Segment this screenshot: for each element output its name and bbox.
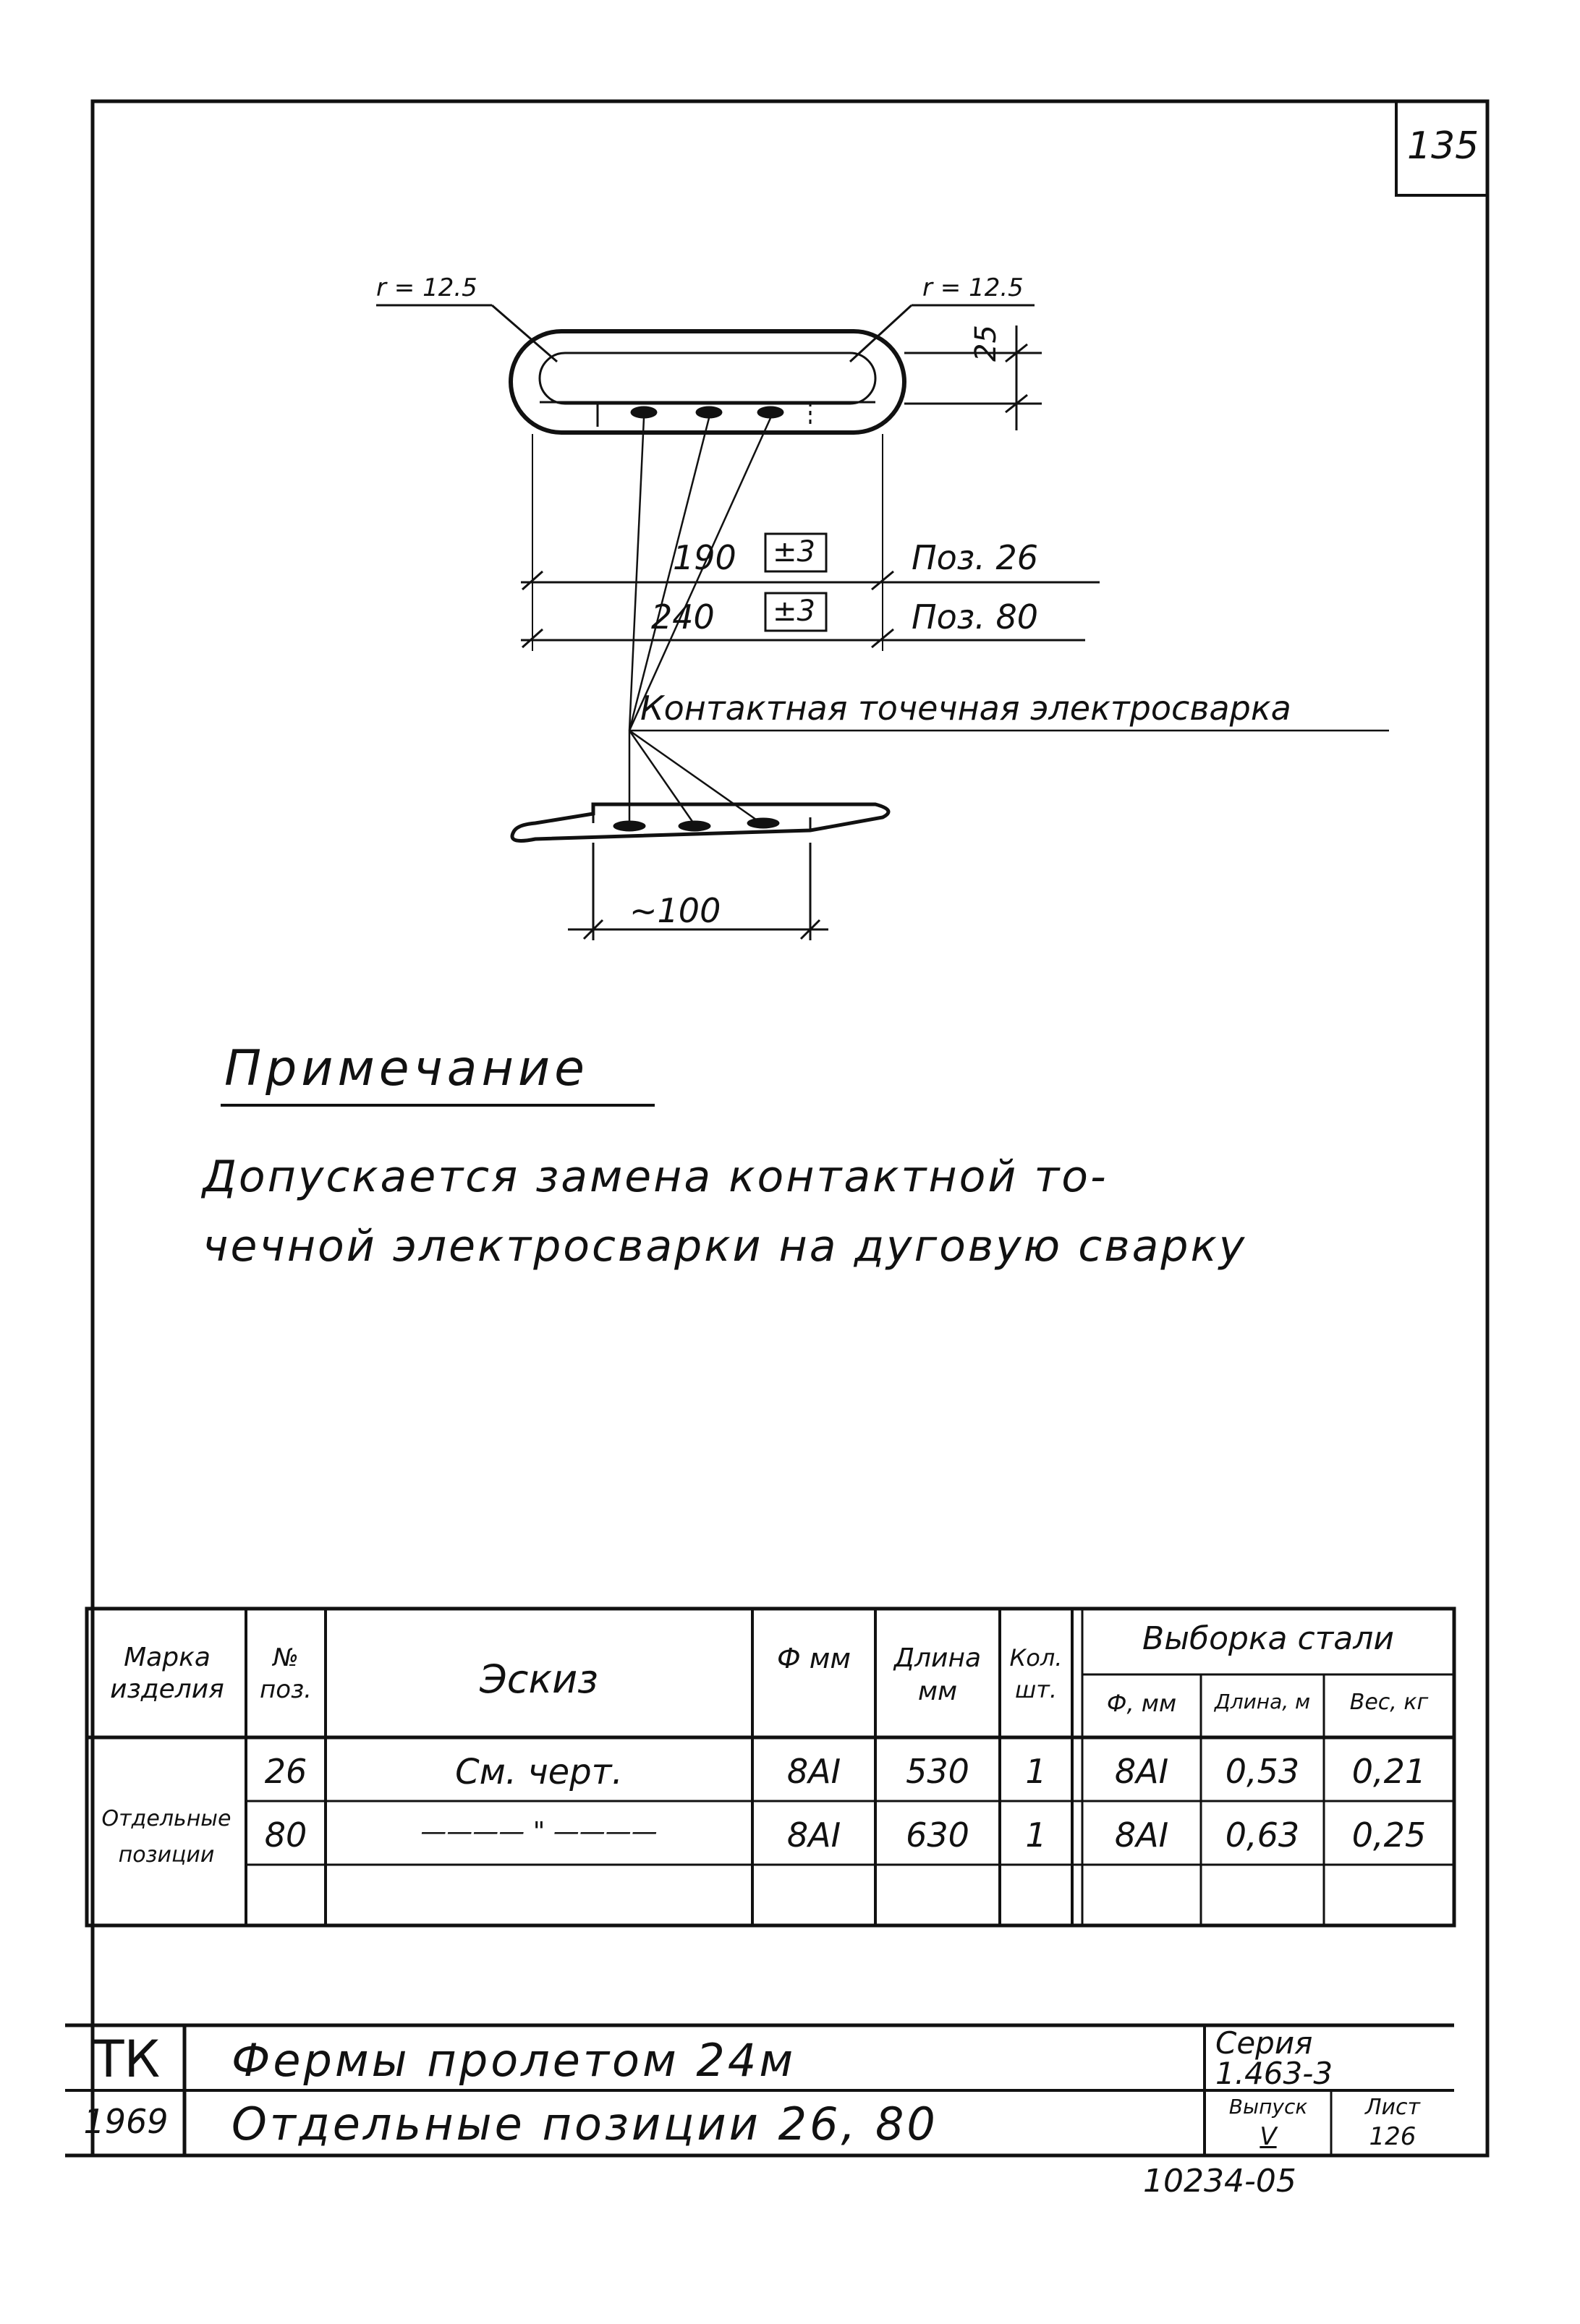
header-quantity: Кол. шт. [1009, 1644, 1063, 1703]
row1-steel-weight: 0,21 [1351, 1752, 1427, 1791]
row1-length: 530 [906, 1752, 969, 1791]
row2-sketch: ———— " ———— [420, 1817, 658, 1847]
header-mark: Марка изделия [110, 1643, 224, 1704]
row2-steel-diameter: 8AI [1114, 1816, 1169, 1855]
row2-steel-length: 0,63 [1225, 1816, 1300, 1855]
header-sketch: Эскиз [480, 1656, 598, 1702]
radius-label-left: r = 12.5 [376, 273, 477, 302]
dim1-position: Поз. 26 [912, 538, 1038, 577]
row2-diameter: 8AI [786, 1816, 841, 1855]
header-length: Длина мм [893, 1643, 982, 1706]
drawing-title: Фермы пролетом 24м [232, 2034, 797, 2087]
page-number: 135 [1407, 124, 1479, 168]
row2-pos: 80 [264, 1816, 307, 1855]
row2-quantity: 1 [1025, 1816, 1047, 1855]
header-diameter: Ф мм [776, 1643, 851, 1674]
dim2-value: 240 [651, 597, 715, 637]
organization-code: ТК [93, 2030, 161, 2089]
note-title: Примечание [224, 1040, 589, 1097]
header-steel-selection: Выборка стали [1142, 1620, 1394, 1657]
row2-length: 630 [906, 1816, 969, 1855]
note-line-1: Допускается замена контактной то- [203, 1152, 1108, 1202]
dim1-tolerance: ±3 [773, 535, 815, 569]
row2-steel-weight: 0,25 [1351, 1816, 1427, 1855]
header-steel-weight: Вес, кг [1349, 1690, 1429, 1715]
series-value: 1.463-3 [1215, 2056, 1333, 2091]
weld-span-label: ~100 [629, 891, 721, 930]
loop-side-view [512, 804, 888, 840]
year: 1969 [83, 2102, 169, 2141]
dim1-value: 190 [673, 538, 736, 577]
radius-label-right: r = 12.5 [922, 273, 1024, 302]
sheet-label: Лист [1364, 2095, 1421, 2120]
series-label: Серия [1215, 2025, 1313, 2061]
row1-pos: 26 [264, 1752, 307, 1791]
row1-steel-diameter: 8AI [1114, 1752, 1169, 1791]
group-label: Отдельные позиции [101, 1806, 232, 1868]
sheet-value: 126 [1369, 2122, 1417, 2151]
height-dim-label: 25 [969, 325, 1003, 362]
header-steel-length: Длина, м [1214, 1690, 1311, 1714]
dim2-position: Поз. 80 [912, 597, 1038, 637]
row1-diameter: 8AI [786, 1752, 841, 1791]
row1-quantity: 1 [1025, 1752, 1047, 1791]
issue-label: Выпуск [1228, 2095, 1308, 2119]
issue-value: V [1260, 2122, 1277, 2151]
note-line-2: чечной электросварки на дуговую сварку [203, 1221, 1247, 1272]
row1-steel-length: 0,53 [1225, 1752, 1300, 1791]
header-steel-diameter: Ф, мм [1106, 1690, 1177, 1717]
drawing-subtitle: Отдельные позиции 26, 80 [232, 2098, 938, 2150]
dim2-tolerance: ±3 [773, 595, 815, 628]
loop-plan-view [511, 331, 904, 433]
archive-stamp: 10234-05 [1143, 2163, 1296, 2200]
header-pos: № поз. [260, 1643, 312, 1704]
row1-sketch: См. черт. [455, 1752, 623, 1792]
weld-label: Контактная точечная электросварка [640, 689, 1291, 728]
